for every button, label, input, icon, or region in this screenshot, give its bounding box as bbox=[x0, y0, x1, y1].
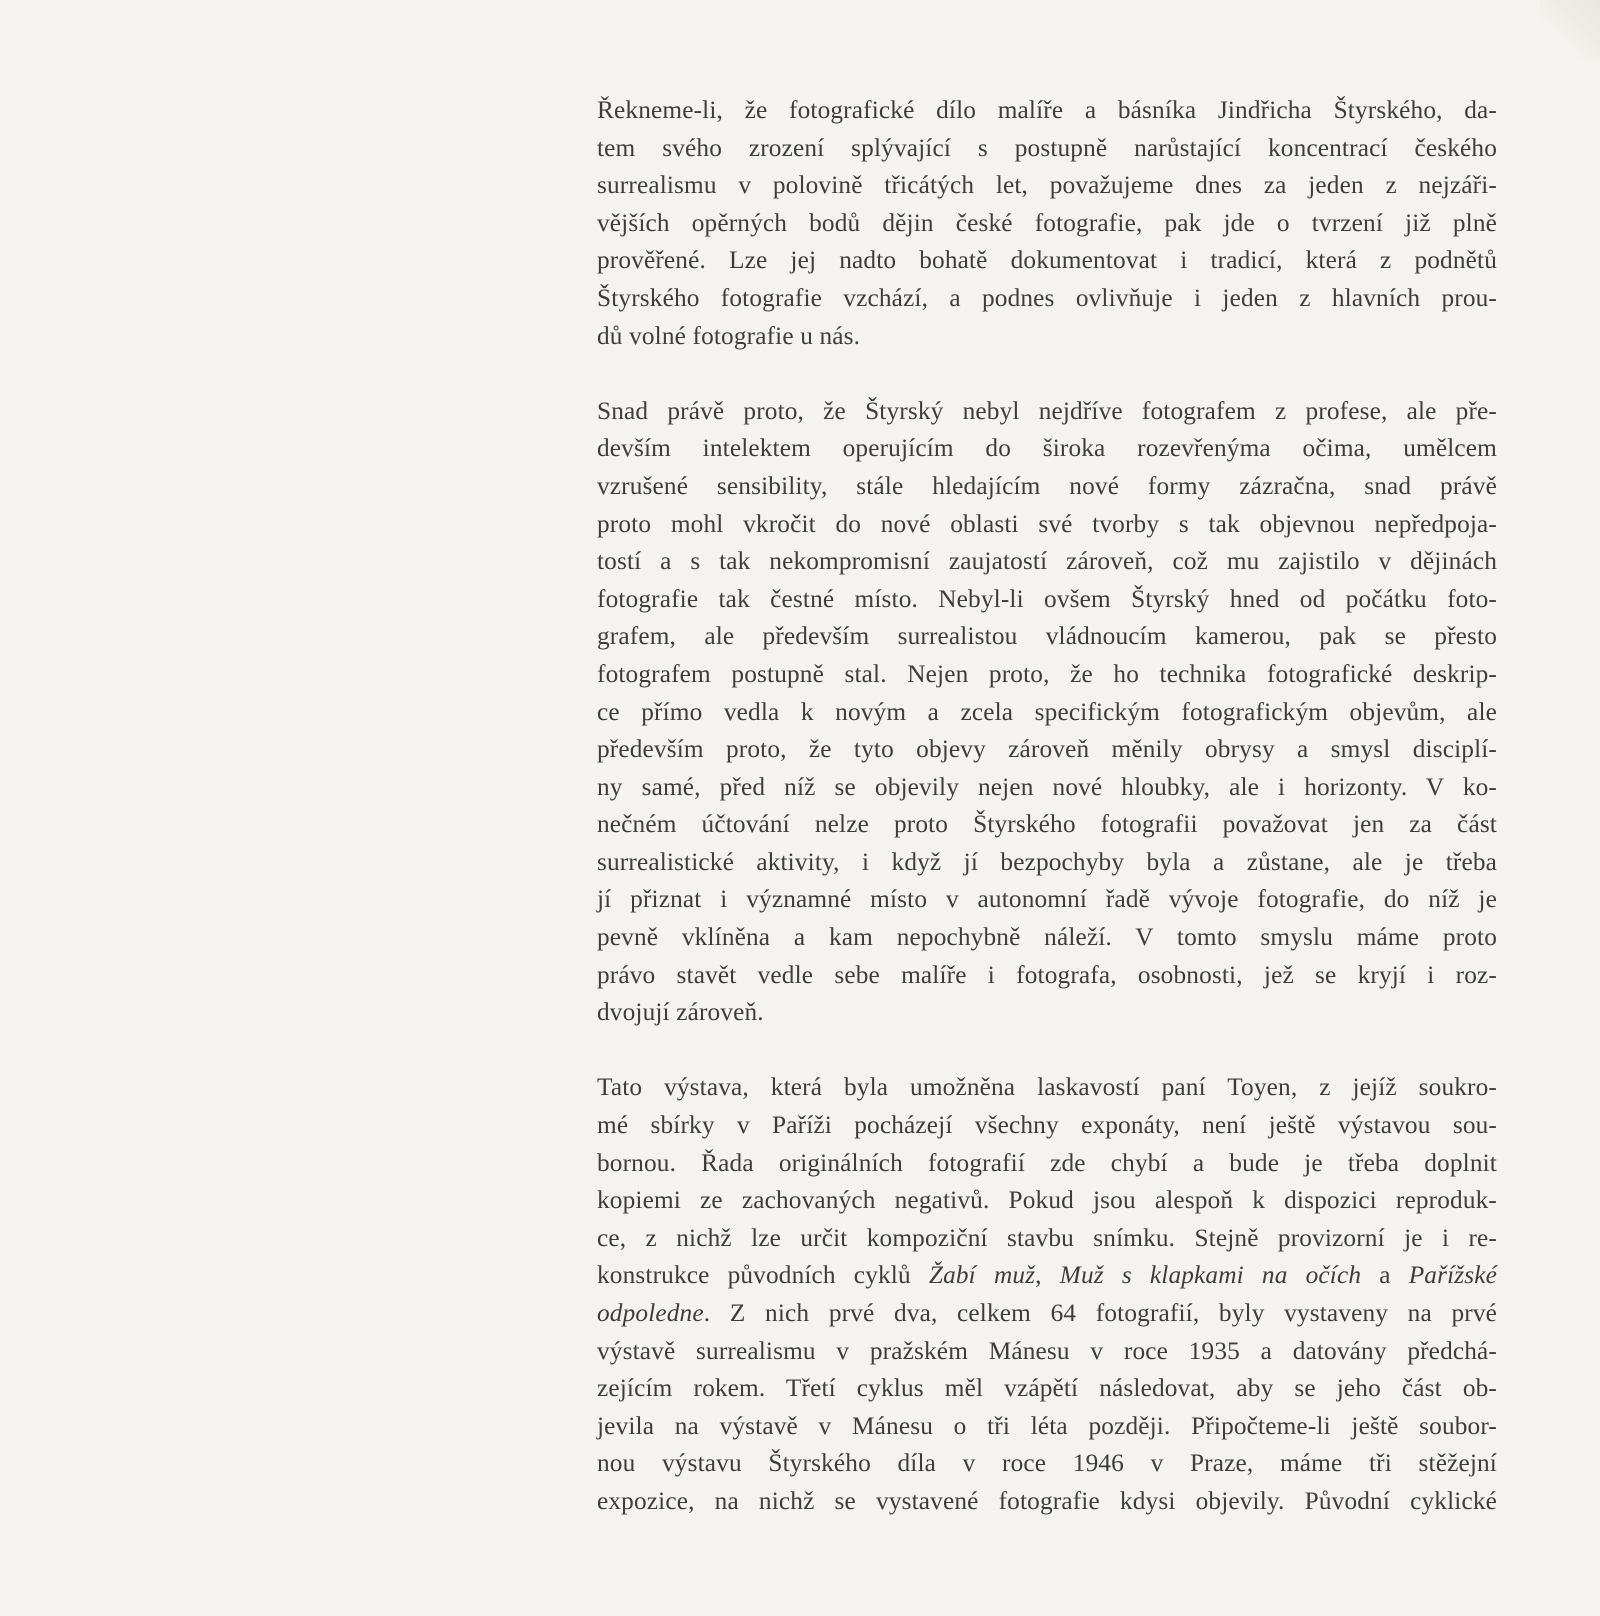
text-line: Snad právě proto, že Štyrský nebyl nejdříve fotografem z profese, ale pře- bbox=[597, 396, 1497, 425]
text-line: surrealistické aktivity, i když jí bezpochyby byla a zůstane, ale je třeba bbox=[597, 847, 1497, 876]
text-line: fotografem postupně stal. Nejen proto, že ho technika fotografické deskrip- bbox=[597, 659, 1497, 688]
text-line: Řekneme-li, že fotografické dílo malíře a básníka Jindřicha Štyrského, da- bbox=[597, 96, 1497, 124]
page-corner-fold bbox=[1540, 0, 1600, 60]
text-line: jí přiznat i významné místo v autonomní řadě vývoje fotografie, do níž je bbox=[597, 885, 1497, 914]
text-line: tostí a s tak nekompromisní zaujatostí zároveň, což mu zajistilo v dějinách bbox=[597, 547, 1497, 576]
text-line: surrealismu v polovině třicátých let, považujeme dnes za jeden z nejzáři- bbox=[597, 171, 1497, 200]
text-line: ny samé, před níž se objevily nejen nové hloubky, ale i horizonty. V ko- bbox=[597, 772, 1497, 801]
text-line: výstavě surrealismu v pražském Mánesu v roce 1935 a datovány předchá- bbox=[597, 1336, 1497, 1365]
text-line: proto mohl vkročit do nové oblasti své tvorby s tak objevnou nepředpoja- bbox=[597, 509, 1497, 538]
text-line: tem svého zrození splývající s postupně narůstající koncentrací českého bbox=[597, 133, 1497, 162]
text-line: nečném účtování nelze proto Štyrského fotografii považovat jen za část bbox=[597, 810, 1497, 839]
text-line: právo stavět vedle sebe malíře i fotografa, osobnosti, jež se kryjí i roz- bbox=[597, 960, 1497, 989]
text-line: jevila na výstavě v Mánesu o tři léta později. Připočteme-li ještě soubor- bbox=[597, 1411, 1497, 1440]
cycle-title-muz-s-klapkami: Muž s klapkami na očích bbox=[1059, 1261, 1362, 1290]
text-line: Štyrského fotografie vzchází, a podnes ovlivňuje i jeden z hlavních prou- bbox=[597, 283, 1497, 312]
cycle-title-zabi-muz: Žabí muž bbox=[928, 1261, 1036, 1290]
text-line: mé sbírky v Paříži pocházejí všechny exponáty, není ještě výstavou sou- bbox=[597, 1111, 1497, 1140]
text-line: devším intelektem operujícím do široka rozevřenýma očima, umělcem bbox=[597, 434, 1497, 463]
text-line: ce, z nichž lze určit kompoziční stavbu snímku. Stejně provizorní je i re- bbox=[597, 1223, 1497, 1252]
text-line: prověřené. Lze jej nadto bohatě dokumentovat i tradicí, která z podnětů bbox=[597, 246, 1497, 275]
text-line: fotografie tak čestné místo. Nebyl-li ovšem Štyrský hned od počátku foto- bbox=[597, 584, 1497, 613]
text-line: expozice, na nichž se vystavené fotografie kdysi objevily. Původní cyklické bbox=[597, 1486, 1497, 1515]
text-line: Tato výstava, která byla umožněna laskavostí paní Toyen, z jejíž soukro- bbox=[597, 1073, 1497, 1102]
text-line: dvojují zároveň. bbox=[597, 998, 764, 1027]
text-line: ce přímo vedla k novým a zcela specifickým fotografickým objevům, ale bbox=[597, 697, 1497, 726]
text-segment: , bbox=[1035, 1261, 1060, 1290]
text-line: bornou. Řada originálních fotografií zde chybí a bude je třeba doplnit bbox=[597, 1148, 1497, 1177]
paragraph-2 bbox=[597, 393, 1497, 1032]
cycle-title-odpoledne: odpoledne bbox=[597, 1299, 704, 1327]
text-line: dů volné fotografie u nás. bbox=[597, 321, 861, 350]
text-line-with-title bbox=[597, 1295, 1497, 1333]
text-line: grafem, ale především surrealistou vládnoucím kamerou, pak se přesto bbox=[597, 622, 1497, 651]
paragraph-1 bbox=[597, 92, 1497, 355]
text-line: zejícím rokem. Třetí cyklus měl vzápětí následovat, aby se jeho část ob- bbox=[597, 1374, 1497, 1403]
body-text bbox=[597, 92, 1497, 1521]
paragraph-3 bbox=[597, 1069, 1497, 1520]
text-line: pevně vklíněna a kam nepochybně náleží. V tomto smyslu máme proto bbox=[597, 923, 1497, 952]
text-segment: konstrukce původních cyklů bbox=[597, 1261, 929, 1290]
text-line: kopiemi ze zachovaných negativů. Pokud jsou alespoň k dispozici reproduk- bbox=[597, 1186, 1497, 1215]
text-line: především proto, že tyto objevy zároveň měnily obrysy a smysl disciplí- bbox=[597, 735, 1497, 764]
text-line: nou výstavu Štyrského díla v roce 1946 v Praze, máme tři stěžejní bbox=[597, 1449, 1497, 1478]
cycle-title-parizske: Pařížské bbox=[1408, 1261, 1498, 1290]
text-segment: . Z nich prvé dva, celkem 64 fotografií, byly vystaveny na prvé bbox=[703, 1299, 1497, 1327]
text-line: vějších opěrných bodů dějin české fotografie, pak jde o tvrzení již plně bbox=[597, 208, 1497, 237]
text-line-with-titles bbox=[597, 1257, 1497, 1295]
text-segment: a bbox=[1361, 1261, 1409, 1290]
text-line: vzrušené sensibility, stále hledajícím nové formy zázračna, snad právě bbox=[597, 471, 1497, 500]
